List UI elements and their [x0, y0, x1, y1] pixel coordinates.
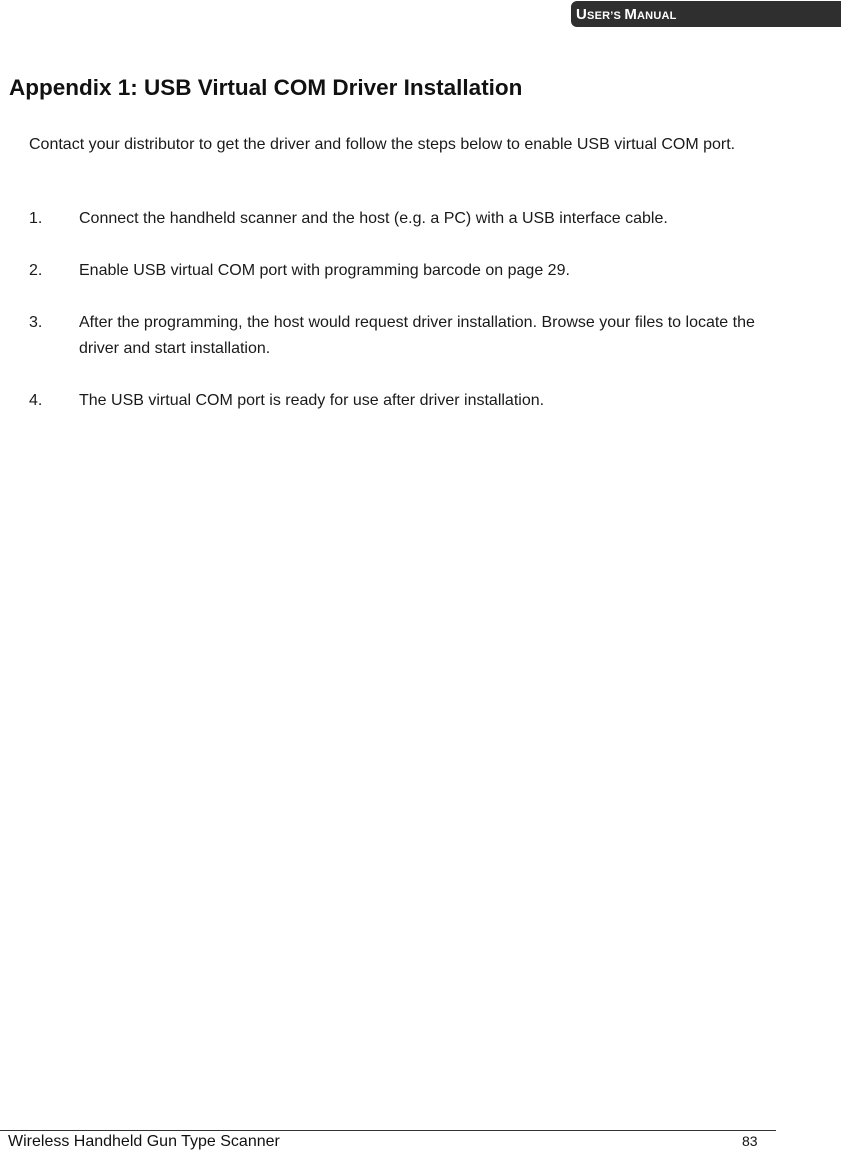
step-text: After the programming, the host would request driver installation. Browse your files to locate the driver and start installation.	[79, 314, 755, 357]
step-4	[29, 388, 789, 414]
step-number: 2.	[29, 262, 43, 279]
header-tab-m: M	[624, 6, 638, 23]
step-2	[29, 258, 789, 284]
page-title: Appendix 1: USB Virtual COM Driver Installation	[9, 75, 523, 100]
installation-steps-list	[29, 206, 789, 440]
step-text: The USB virtual COM port is ready for use after driver installation.	[79, 392, 545, 409]
step-number: 3.	[29, 314, 43, 331]
page-number: 83	[742, 1133, 758, 1149]
intro-paragraph: Contact your distributor to get the driver and follow the steps below to enable USB virtual COM port.	[29, 136, 736, 153]
step-number: 4.	[29, 392, 43, 409]
step-3	[29, 310, 789, 362]
footer-divider	[0, 1130, 776, 1131]
users-manual-header-tab	[571, 1, 841, 27]
header-tab-ser: SER	[587, 10, 611, 22]
header-tab-apostrophe: ’	[610, 10, 614, 22]
step-text: Enable USB virtual COM port with programming barcode on page 29.	[79, 262, 570, 279]
header-tab-u: U	[576, 6, 588, 23]
step-text: Connect the handheld scanner and the host (e.g. a PC) with a USB interface cable.	[79, 210, 668, 227]
header-tab-anual: ANUAL	[637, 10, 677, 22]
step-1	[29, 206, 789, 232]
step-number: 1.	[29, 210, 43, 227]
header-tab-s: S	[613, 10, 625, 22]
footer-document-title: Wireless Handheld Gun Type Scanner	[8, 1133, 280, 1150]
